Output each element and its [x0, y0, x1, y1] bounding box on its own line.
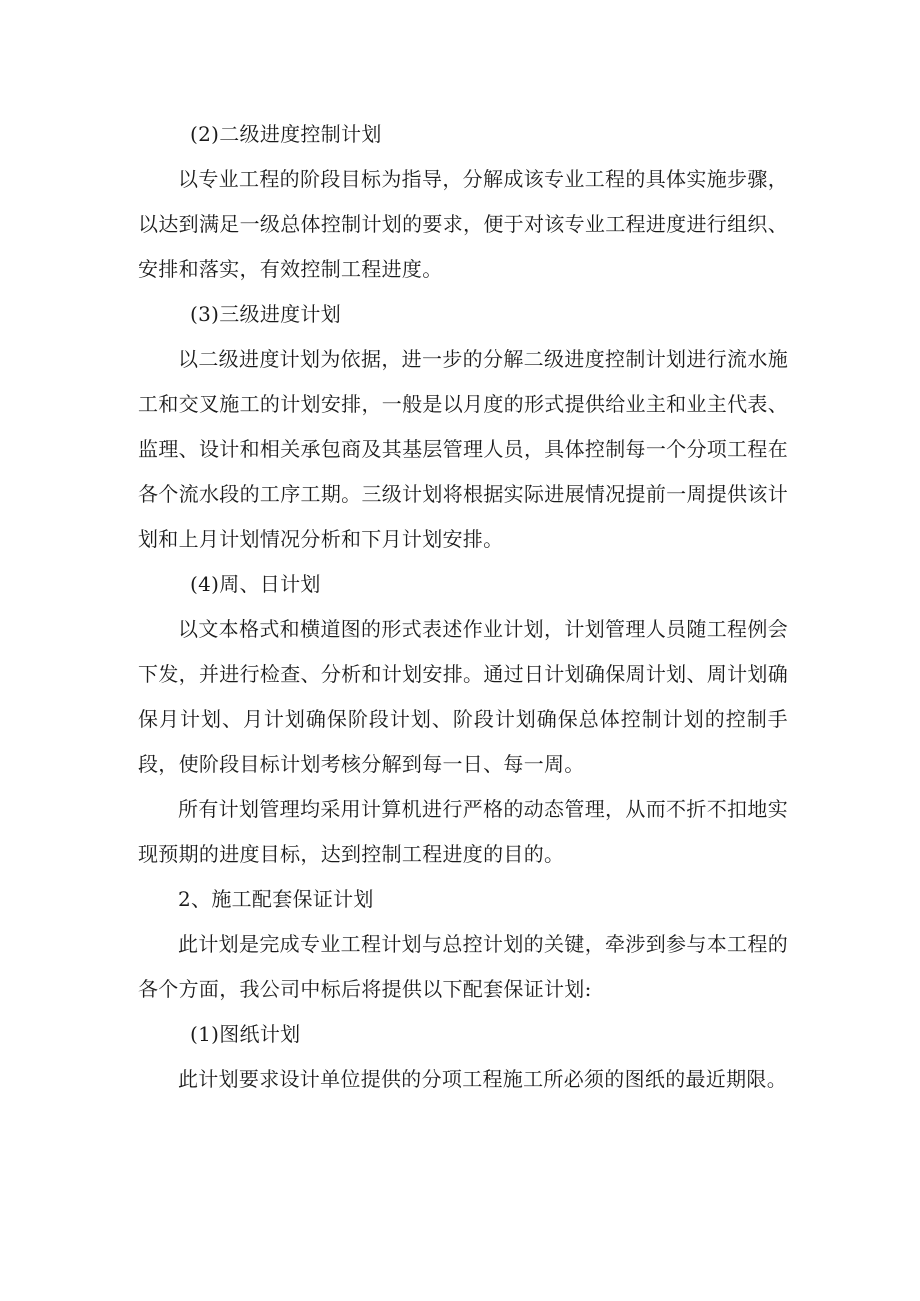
section-heading-level3-plan: (3)三级进度计划 — [190, 302, 342, 326]
paragraph-support-plan-description: 此计划是完成专业工程计划与总控计划的关键，牵涉到参与本工程的各个方面，我公司中标后将提供以下配套保证计划: — [138, 932, 788, 1001]
section-heading-week-day-plan: (4)周、日计划 — [190, 572, 321, 596]
paragraph-drawing-plan-description: 此计划要求设计单位提供的分项工程施工所必须的图纸的最近期限。 — [178, 1067, 787, 1091]
document-body — [138, 112, 788, 1102]
paragraph-level2-description: 以专业工程的阶段目标为指导，分解成该专业工程的具体实施步骤，以达到满足一级总体控制计划的要求，便于对该专业工程进度进行组织、安排和落实，有效控制工程进度。 — [138, 167, 788, 281]
section-heading-support-plan: 2、施工配套保证计划 — [178, 887, 374, 911]
section-heading-drawing-plan: (1)图纸计划 — [190, 1022, 301, 1046]
paragraph-level3-description: 以二级进度计划为依据，进一步的分解二级进度控制计划进行流水施工和交叉施工的计划安排，一般是以月度的形式提供给业主和业主代表、监理、设计和相关承包商及其基层管理人员，具体控制每一个分项工程在各个流水段的工序工期。三级计划将根据实际进展情况提前一周提供该计划和上月计划情况分析和下月计划安排。 — [138, 347, 788, 551]
section-heading-level2-plan: (2)二级进度控制计划 — [190, 122, 382, 146]
paragraph-week-day-description: 以文本格式和横道图的形式表述作业计划，计划管理人员随工程例会下发，并进行检查、分析和计划安排。通过日计划确保周计划、周计划确保月计划、月计划确保阶段计划、阶段计划确保总体控制计划的控制手段，使阶段目标计划考核分解到每一日、每一周。 — [138, 617, 788, 776]
paragraph-computer-management: 所有计划管理均采用计算机进行严格的动态管理，从而不折不扣地实现预期的进度目标，达到控制工程进度的目的。 — [138, 797, 788, 866]
